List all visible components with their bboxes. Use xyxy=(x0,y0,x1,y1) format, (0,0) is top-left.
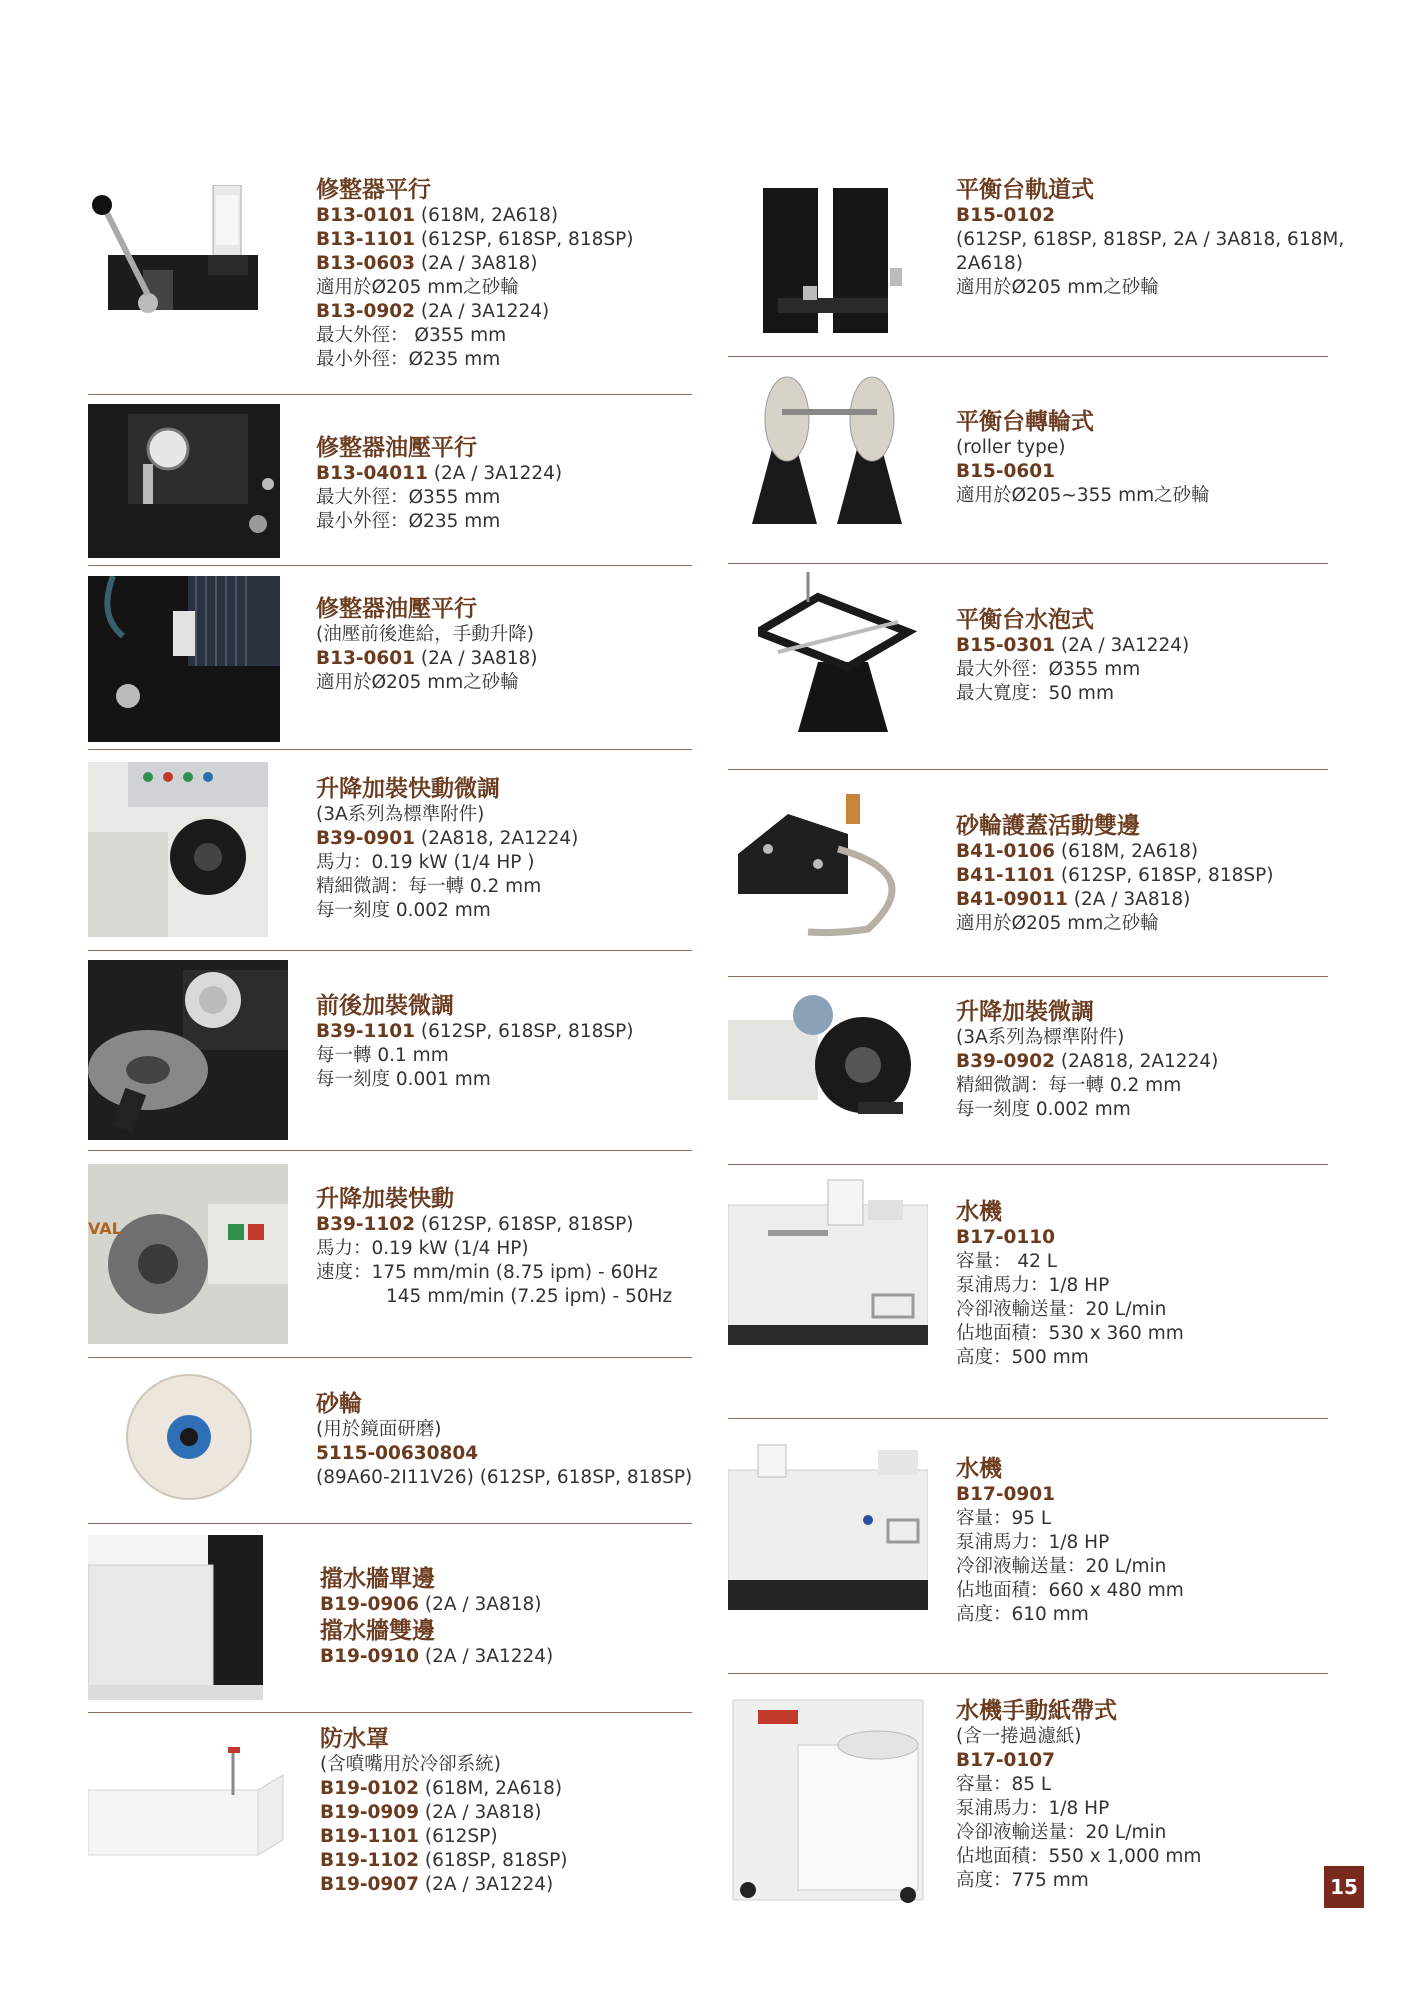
item-title: 前後加裝微調 xyxy=(316,993,454,1019)
item-line: (3A系列為標準附件) xyxy=(956,1027,1125,1048)
page-number: 15 xyxy=(1324,1866,1364,1908)
item-line: 馬力：0.19 kW (1/4 HP) xyxy=(316,1238,529,1259)
item-line: B41-09011 (2A / 3A818) xyxy=(956,889,1191,910)
item-line: 冷卻液輸送量：20 L/min xyxy=(956,1822,1167,1843)
divider xyxy=(728,1418,1328,1419)
item-line: B19-0910 (2A / 3A1224) xyxy=(320,1646,554,1667)
balancing-stand-bubble-image xyxy=(758,572,918,742)
divider xyxy=(728,976,1328,977)
item-line: 5115-00630804 xyxy=(316,1443,479,1464)
item-title: 升降加裝微調 xyxy=(956,999,1094,1025)
item-line: 2A618) xyxy=(956,253,1023,274)
item-line: 容量： 42 L xyxy=(956,1251,1058,1272)
item-line: 精細微調：每一轉 0.2 mm xyxy=(316,876,542,897)
item-line: 145 mm/min (7.25 ipm) - 50Hz xyxy=(386,1286,673,1307)
item-title: 升降加裝快動微調 xyxy=(316,776,500,802)
item-title: 防水罩 xyxy=(320,1726,389,1752)
divider xyxy=(728,356,1328,357)
hydraulic-dresser-image xyxy=(88,404,280,558)
item-line: 適用於Ø205 mm之砂輪 xyxy=(956,913,1159,934)
item-title: 水機 xyxy=(956,1456,1002,1482)
divider xyxy=(88,950,692,951)
item-line: B15-0601 xyxy=(956,461,1056,482)
wheel-guard-image xyxy=(728,794,928,944)
item-line: 佔地面積：530 x 360 mm xyxy=(956,1323,1184,1344)
item-line: 適用於Ø205 mm之砂輪 xyxy=(316,672,519,693)
item-line: B17-0110 xyxy=(956,1227,1056,1248)
item-line: 冷卻液輸送量：20 L/min xyxy=(956,1299,1167,1320)
item-line: 最大外徑：Ø355 mm xyxy=(316,487,501,508)
item-line: (roller type) xyxy=(956,437,1066,458)
item-line: (612SP, 618SP, 818SP, 2A / 3A818, 618M, xyxy=(956,229,1345,250)
item-line: B13-1101 (612SP, 618SP, 818SP) xyxy=(316,229,634,250)
item-title: 修整器油壓平行 xyxy=(316,435,477,461)
svg-text:VAL: VAL xyxy=(88,1219,122,1238)
item-line: 泵浦馬力：1/8 HP xyxy=(956,1532,1110,1553)
balancing-stand-rail-image xyxy=(758,178,918,338)
divider xyxy=(728,1164,1328,1165)
item-line: 冷卻液輸送量：20 L/min xyxy=(956,1556,1167,1577)
item-line: B13-04011 (2A / 3A1224) xyxy=(316,463,563,484)
item-line: 適用於Ø205 mm之砂輪 xyxy=(316,277,519,298)
grinding-wheel-image xyxy=(124,1372,254,1502)
item-line: (含一捲過濾紙) xyxy=(956,1726,1082,1747)
item-line: (油壓前後進給，手動升降) xyxy=(316,624,534,645)
item-title: 水機手動紙帶式 xyxy=(956,1698,1117,1724)
hydraulic-dresser-feed-image xyxy=(88,576,280,742)
elevation-rapid-image xyxy=(88,1164,288,1344)
item-line: 適用於Ø205~355 mm之砂輪 xyxy=(956,485,1210,506)
item-title: 平衡台軌道式 xyxy=(956,177,1094,203)
item-line: 每一轉 0.1 mm xyxy=(316,1045,449,1066)
item-line: (89A60-2I11V26) (612SP, 618SP, 818SP) xyxy=(316,1467,693,1488)
item-line: B15-0301 (2A / 3A1224) xyxy=(956,635,1190,656)
item-title: 砂輪 xyxy=(316,1391,362,1417)
divider xyxy=(88,1712,692,1713)
elevation-fine-image xyxy=(728,990,918,1140)
splash-cover-image xyxy=(88,1745,288,1875)
item-title: 擋水牆單邊 xyxy=(320,1566,435,1592)
item-line: 泵浦馬力：1/8 HP xyxy=(956,1798,1110,1819)
item-line: 容量：85 L xyxy=(956,1774,1052,1795)
item-title: 修整器油壓平行 xyxy=(316,596,477,622)
item-line: 最大外徑： Ø355 mm xyxy=(316,325,507,346)
divider xyxy=(728,769,1328,770)
divider xyxy=(88,1357,692,1358)
item-line: B39-0901 (2A818, 2A1224) xyxy=(316,828,579,849)
item-title: 修整器平行 xyxy=(316,177,431,203)
divider xyxy=(728,563,1328,564)
item-line: (3A系列為標準附件) xyxy=(316,804,485,825)
item-line: 精細微調：每一轉 0.2 mm xyxy=(956,1075,1182,1096)
item-line: 最大寬度：50 mm xyxy=(956,683,1114,704)
item-line: B17-0107 xyxy=(956,1750,1056,1771)
item-line: 高度：775 mm xyxy=(956,1870,1089,1891)
divider xyxy=(88,565,692,566)
item-line: B13-0601 (2A / 3A818) xyxy=(316,648,538,669)
item-line: B19-1102 (618SP, 818SP) xyxy=(320,1850,568,1871)
item-line: B13-0603 (2A / 3A818) xyxy=(316,253,538,274)
item-line: B13-0902 (2A / 3A1224) xyxy=(316,301,550,322)
item-title: 平衡台轉輪式 xyxy=(956,409,1094,435)
item-line: 佔地面積：660 x 480 mm xyxy=(956,1580,1184,1601)
coolant-tank-95l-image xyxy=(728,1440,928,1620)
item-line: 每一刻度 0.002 mm xyxy=(316,900,491,921)
divider xyxy=(88,1150,692,1151)
item-line: 馬力：0.19 kW (1/4 HP ) xyxy=(316,852,535,873)
item-line: B19-0906 (2A / 3A818) xyxy=(320,1594,542,1615)
item-line: 每一刻度 0.001 mm xyxy=(316,1069,491,1090)
item-line: B41-1101 (612SP, 618SP, 818SP) xyxy=(956,865,1274,886)
crossfeed-fine-image xyxy=(88,960,288,1140)
coolant-paper-filter-image xyxy=(728,1690,928,1910)
item-line: 佔地面積：550 x 1,000 mm xyxy=(956,1846,1202,1867)
divider xyxy=(88,1523,692,1524)
item-title: 砂輪護蓋活動雙邊 xyxy=(956,813,1140,839)
item-line: B19-0102 (618M, 2A618) xyxy=(320,1778,563,1799)
item-line: B19-0909 (2A / 3A818) xyxy=(320,1802,542,1823)
divider xyxy=(728,1673,1328,1674)
item-title: 水機 xyxy=(956,1199,1002,1225)
item-title: 平衡台水泡式 xyxy=(956,607,1094,633)
item-line: 適用於Ø205 mm之砂輪 xyxy=(956,277,1159,298)
item-line: 泵浦馬力：1/8 HP xyxy=(956,1275,1110,1296)
item-line: B39-1102 (612SP, 618SP, 818SP) xyxy=(316,1214,634,1235)
item-title: 升降加裝快動 xyxy=(316,1186,454,1212)
item-line: 容量：95 L xyxy=(956,1508,1052,1529)
item-line: B19-1101 (612SP) xyxy=(320,1826,498,1847)
balancing-stand-roller-image xyxy=(752,374,922,534)
item-line: 高度：500 mm xyxy=(956,1347,1089,1368)
item-line: (用於鏡面研磨) xyxy=(316,1419,442,1440)
item-line: 速度：175 mm/min (8.75 ipm) - 60Hz xyxy=(316,1262,658,1283)
item-line: B17-0901 xyxy=(956,1484,1056,1505)
item-line: (含噴嘴用於冷卻系統) xyxy=(320,1754,501,1775)
item-line: B15-0102 xyxy=(956,205,1056,226)
item-line: 高度：610 mm xyxy=(956,1604,1089,1625)
parallel-dresser-image xyxy=(88,185,268,325)
item-subtitle: 擋水牆雙邊 xyxy=(320,1618,435,1644)
elevation-rapid-fine-image xyxy=(88,762,268,937)
item-line: 最小外徑：Ø235 mm xyxy=(316,511,501,532)
splash-guard-image xyxy=(88,1535,263,1700)
item-line: 最小外徑：Ø235 mm xyxy=(316,349,501,370)
item-line: 每一刻度 0.002 mm xyxy=(956,1099,1131,1120)
item-line: B39-0902 (2A818, 2A1224) xyxy=(956,1051,1219,1072)
item-line: B41-0106 (618M, 2A618) xyxy=(956,841,1199,862)
item-line: B13-0101 (618M, 2A618) xyxy=(316,205,559,226)
coolant-tank-42l-image xyxy=(728,1175,928,1350)
item-line: B39-1101 (612SP, 618SP, 818SP) xyxy=(316,1021,634,1042)
item-line: 最大外徑：Ø355 mm xyxy=(956,659,1141,680)
divider xyxy=(88,394,692,395)
divider xyxy=(88,749,692,750)
item-line: B19-0907 (2A / 3A1224) xyxy=(320,1874,554,1895)
